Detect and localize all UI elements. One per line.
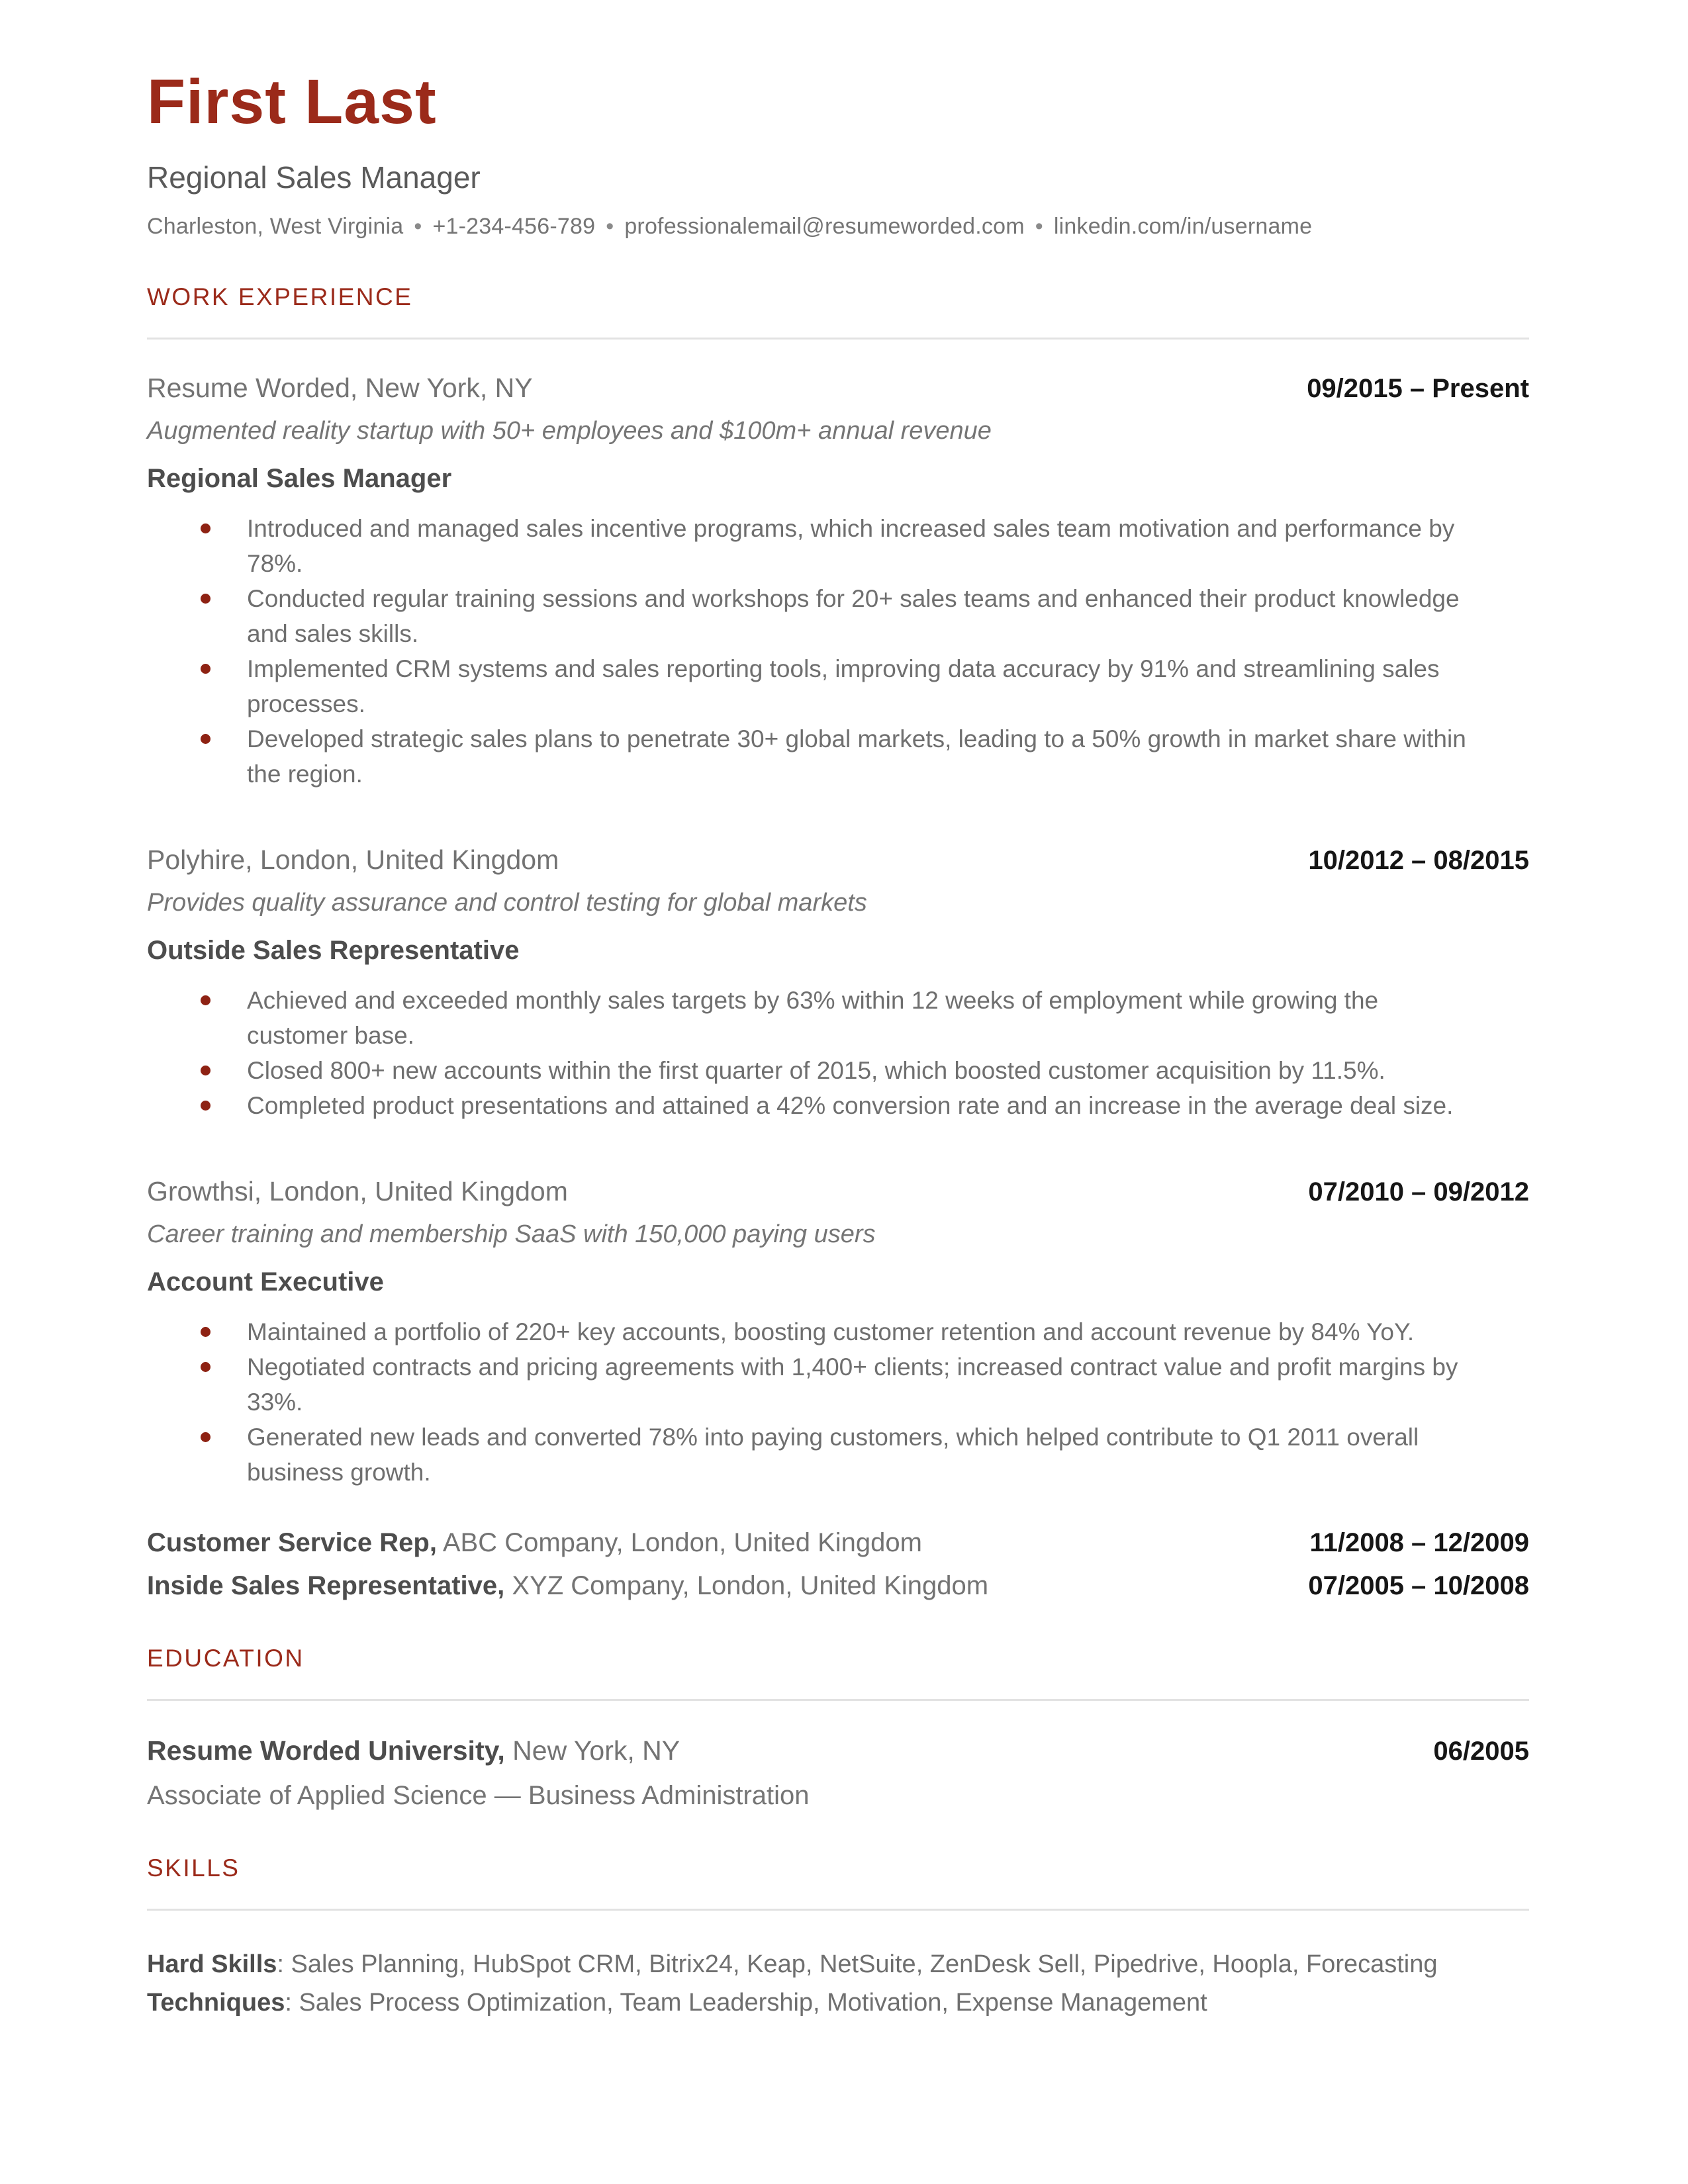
job-title: Account Executive: [147, 1267, 384, 1297]
school-line: [147, 1735, 680, 1766]
job-bullet: Completed product presentations and attained a 42% conversion rate and an increase in the average deal size.: [147, 1088, 1485, 1123]
job-bullet: Introduced and managed sales incentive programs, which increased sales team motivation and performance by 78%.: [147, 511, 1485, 581]
skill-label: Techniques: [147, 1988, 285, 2017]
section-divider: [147, 1699, 1529, 1701]
job-bullet: Achieved and exceeded monthly sales targets by 63% within 12 weeks of employment while growing the customer base.: [147, 983, 1485, 1053]
person-name: First Last: [147, 67, 437, 137]
job-dates: 10/2012 – 08/2015: [1308, 845, 1529, 875]
job-entry-resume-worded: [147, 373, 1529, 792]
contact-linkedin: linkedin.com/in/username: [1053, 213, 1313, 239]
resume-header: [147, 69, 1529, 240]
contact-separator-dot: •: [1035, 213, 1043, 239]
job-bullet-list: [147, 511, 1529, 792]
section-divider: [147, 1909, 1529, 1911]
section-work-experience: [147, 283, 1529, 1601]
education-header-row: [147, 1735, 1529, 1766]
company-description: Augmented reality startup with 50+ employees and $100m+ annual revenue: [147, 416, 992, 445]
job-entry-growthsi: [147, 1176, 1529, 1490]
section-education: [147, 1645, 1529, 1811]
section-heading-work-experience: WORK EXPERIENCE: [147, 283, 413, 310]
person-title: Regional Sales Manager: [147, 159, 481, 195]
job-header-row: [147, 1176, 1529, 1207]
section-divider: [147, 338, 1529, 340]
role-description: [147, 1528, 922, 1558]
skill-values: : Sales Process Optimization, Team Leadership, Motivation, Expense Management: [285, 1988, 1207, 2017]
degree-line: Associate of Applied Science — Business Administration: [147, 1780, 810, 1810]
contact-separator-dot: •: [606, 213, 614, 239]
contact-phone: +1-234-456-789: [432, 213, 596, 239]
role-company: XYZ Company, London, United Kingdom: [512, 1570, 989, 1600]
job-bullet-list: [147, 983, 1529, 1123]
job-header-row: [147, 844, 1529, 876]
role-dates: 07/2005 – 10/2008: [1308, 1570, 1529, 1600]
job-entry-polyhire: [147, 844, 1529, 1123]
skill-line-hard-skills: [147, 1945, 1529, 1983]
job-bullet: Developed strategic sales plans to penetrate 30+ global markets, leading to a 50% growth in market share within the region.: [147, 721, 1485, 792]
company-name: Growthsi, London, United Kingdom: [147, 1175, 568, 1206]
job-bullet: Conducted regular training sessions and workshops for 20+ sales teams and enhanced their product knowledge and sales skills.: [147, 581, 1485, 651]
school-name: Resume Worded University,: [147, 1735, 505, 1766]
company-name: Polyhire, London, United Kingdom: [147, 844, 559, 875]
skill-label: Hard Skills: [147, 1950, 277, 1978]
role-company: ABC Company, London, United Kingdom: [442, 1527, 922, 1557]
role-row-inside-sales-representative: [147, 1571, 1529, 1601]
skill-line-techniques: [147, 1983, 1529, 2022]
company-description: Career training and membership SaaS with 150,000 paying users: [147, 1220, 876, 1248]
job-title: Outside Sales Representative: [147, 935, 520, 965]
job-dates: 07/2010 – 09/2012: [1308, 1177, 1529, 1206]
section-skills: [147, 1854, 1529, 2022]
role-dates: 11/2008 – 12/2009: [1309, 1527, 1529, 1557]
section-heading-skills: SKILLS: [147, 1854, 240, 1882]
contact-line: [147, 214, 1529, 240]
education-dates: 06/2005: [1433, 1736, 1529, 1766]
role-title: Customer Service Rep,: [147, 1527, 437, 1557]
job-header-row: [147, 373, 1529, 404]
previous-roles: [147, 1528, 1529, 1601]
role-description: [147, 1571, 988, 1601]
school-location: New York, NY: [512, 1735, 680, 1766]
job-bullet: Maintained a portfolio of 220+ key accounts, boosting customer retention and account revenue by 84% YoY.: [147, 1314, 1485, 1349]
job-bullet: Negotiated contracts and pricing agreements with 1,400+ clients; increased contract value and profit margins by 33%.: [147, 1349, 1485, 1420]
job-title: Regional Sales Manager: [147, 463, 452, 493]
section-heading-education: EDUCATION: [147, 1644, 305, 1672]
job-dates: 09/2015 – Present: [1307, 373, 1529, 403]
company-description: Provides quality assurance and control testing for global markets: [147, 888, 867, 917]
job-bullet: Generated new leads and converted 78% into paying customers, which helped contribute to Q1 2011 overall business growth.: [147, 1420, 1485, 1490]
role-row-customer-service-rep: [147, 1528, 1529, 1558]
contact-email: professionalemail@resumeworded.com: [624, 213, 1025, 239]
contact-separator-dot: •: [414, 213, 422, 239]
job-bullet: Implemented CRM systems and sales reporting tools, improving data accuracy by 91% and streamlining sales processes.: [147, 651, 1485, 721]
role-title: Inside Sales Representative,: [147, 1570, 505, 1600]
job-bullet: Closed 800+ new accounts within the first quarter of 2015, which boosted customer acquisition by 11.5%.: [147, 1053, 1485, 1088]
skill-values: : Sales Planning, HubSpot CRM, Bitrix24, Keap, NetSuite, ZenDesk Sell, Pipedrive, Hoopla, Forecasting: [277, 1950, 1438, 1978]
job-bullet-list: [147, 1314, 1529, 1490]
skill-lines: [147, 1945, 1529, 2022]
company-name: Resume Worded, New York, NY: [147, 372, 533, 403]
contact-location: Charleston, West Virginia: [147, 213, 404, 239]
